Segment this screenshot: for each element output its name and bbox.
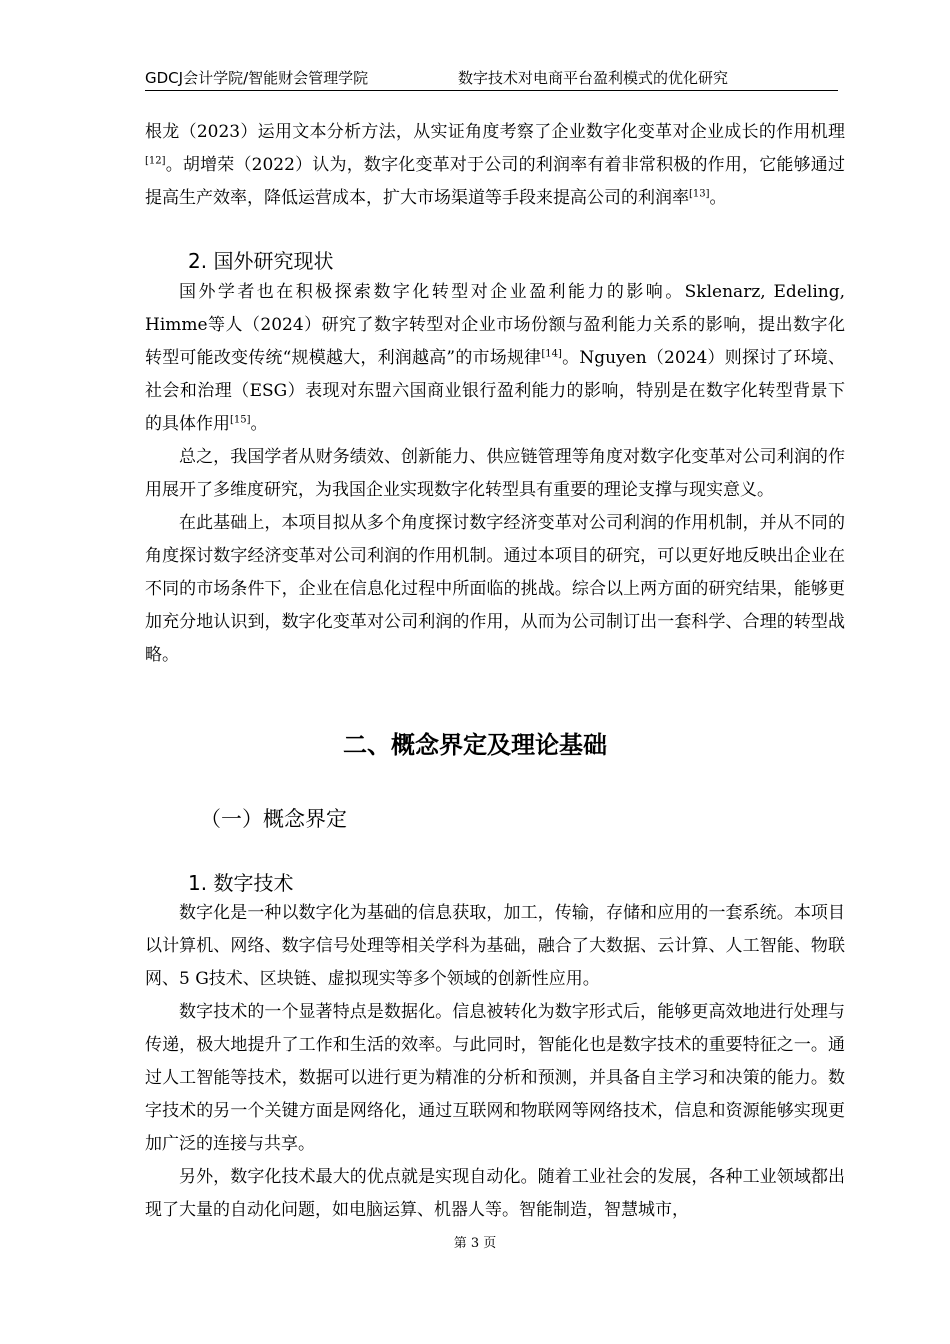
text-run: 。Nguyen（2024）则探讨了环境、社会和治理（ESG）表现对东盟六国商业银行盈利能力的影响，特别是在数字化转型背景下的具体作用 [145, 348, 845, 434]
header-institution: GDCJ会计学院/智能财会管理学院 [145, 69, 369, 87]
page-number: 第 3 页 [453, 1236, 497, 1251]
text-run: 。 [250, 414, 268, 434]
citation-ref: [13] [689, 188, 710, 200]
paragraph-automation: 另外，数字化技术最大的优点就是实现自动化。随着工业社会的发展，各种工业领域都出现了大量的自动化问题，如电脑运算、机器人等。智能制造，智慧城市， [145, 1167, 845, 1220]
running-header [145, 68, 838, 91]
text-run: 国外学者也在积极探索数字化转型对企业盈利能力的影响。Sklenarz, Edeling, Himme等人（2024）研究了数字转型对企业市场份额与盈利能力关系的影响，提出数字化转型可能改变传统“规模越大，利润越高”的市场规律 [145, 282, 845, 368]
text-run: 根龙（2023）运用文本分析方法，从实证角度考察了企业数字化变革对企业成长的作用机理 [145, 122, 845, 142]
chapter-title: 二、概念界定及理论基础 [343, 731, 607, 759]
paragraph-digital-definition: 数字化是一种以数字化为基础的信息获取，加工，传输，存储和应用的一套系统。本项目以计算机、网络、数字信号处理等相关学科为基础，融合了大数据、云计算、人工智能、物联网、5 G技术、区块链、虚拟现实等多个领域的创新性应用。 [145, 903, 845, 989]
paragraph-project-basis: 在此基础上，本项目拟从多个角度探讨数字经济变革对公司利润的作用机制，并从不同的角度探讨数字经济变革对公司利润的作用机制。通过本项目的研究，可以更好地反映出企业在不同的市场条件下，企业在信息化过程中所面临的挑战。综合以上两方面的研究结果，能够更加充分地认识到，数字化变革对公司利润的作用，从而为公司制订出一套科学、合理的转型战略。 [145, 513, 845, 665]
text-run: 。胡增荣（2022）认为，数字化变革对于公司的利润率有着非常积极的作用，它能够通过提高生产效率，降低运营成本，扩大市场渠道等手段来提高公司的利润率 [145, 155, 845, 208]
body-block-2 [145, 276, 845, 672]
paragraph-digital-features: 数字技术的一个显著特点是数据化。信息被转化为数字形式后，能够更高效地进行处理与传递，极大地提升了工作和生活的效率。与此同时，智能化也是数字技术的重要特征之一。通过人工智能等技术，数据可以进行更为精准的分析和预测，并具备自主学习和决策的能力。数字技术的另一个关键方面是网络化，通过互联网和物联网等网络技术，信息和资源能够实现更加广泛的连接与共享。 [145, 1002, 845, 1154]
subsection-title: 1. 数字技术 [188, 871, 294, 895]
heading-foreign-research: 2. 国外研究现状 [188, 249, 334, 273]
citation-ref: [14] [541, 348, 562, 360]
paragraph-summary: 总之，我国学者从财务绩效、创新能力、供应链管理等角度对数字化变革对公司利润的作用展开了多维度研究，为我国企业实现数字化转型具有重要的理论支撑与现实意义。 [145, 447, 845, 500]
citation-ref: [12] [145, 155, 166, 167]
paragraph-domestic-continued [145, 116, 845, 215]
header-paper-title: 数字技术对电商平台盈利模式的优化研究 [458, 69, 729, 87]
body-block-3 [145, 897, 845, 1227]
text-run: 。 [709, 188, 727, 208]
body-block-1 [145, 116, 845, 215]
citation-ref: [15] [230, 414, 251, 426]
paragraph-foreign-research [145, 276, 845, 441]
section-title: （一）概念界定 [200, 807, 347, 831]
